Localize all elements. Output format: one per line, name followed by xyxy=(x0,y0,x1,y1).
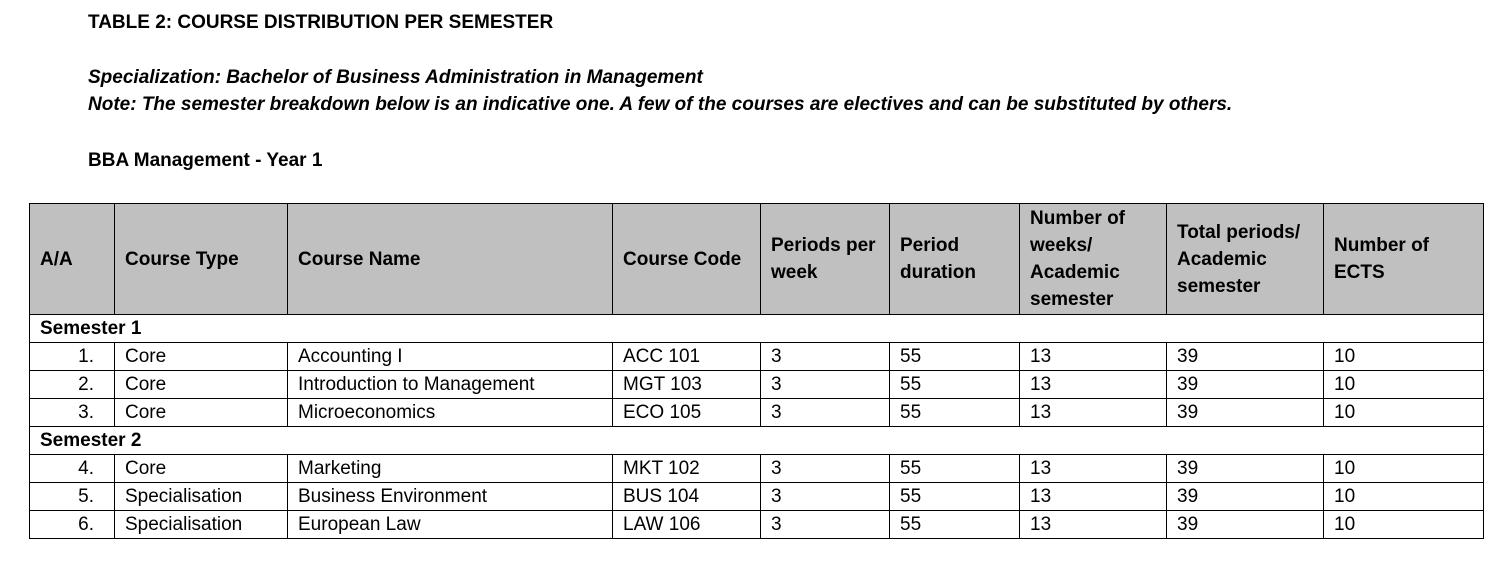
cell-total-periods: 39 xyxy=(1167,455,1324,483)
cell-course-code: MGT 103 xyxy=(613,371,761,399)
cell-ects: 10 xyxy=(1324,399,1484,427)
note-line: Note: The semester breakdown below is an indicative one. A few of the courses are electives and can be substituted by others. xyxy=(88,94,1233,115)
cell-period-duration: 55 xyxy=(890,511,1020,539)
header-ects: Number of ECTS xyxy=(1324,204,1484,315)
cell-total-periods: 39 xyxy=(1167,399,1324,427)
cell-periods-per-week: 3 xyxy=(761,399,890,427)
cell-aa: 5. xyxy=(30,483,115,511)
table-row xyxy=(30,399,1484,427)
cell-periods-per-week: 3 xyxy=(761,511,890,539)
cell-periods-per-week: 3 xyxy=(761,343,890,371)
cell-period-duration: 55 xyxy=(890,371,1020,399)
semester-label: Semester 2 xyxy=(30,427,1484,455)
table-row xyxy=(30,511,1484,539)
cell-weeks: 13 xyxy=(1020,483,1167,511)
cell-period-duration: 55 xyxy=(890,343,1020,371)
cell-course-name: Accounting I xyxy=(288,343,613,371)
cell-course-type: Core xyxy=(115,399,288,427)
specialization-line: Specialization: Bachelor of Business Administration in Management xyxy=(88,67,703,88)
cell-ects: 10 xyxy=(1324,343,1484,371)
cell-weeks: 13 xyxy=(1020,371,1167,399)
cell-periods-per-week: 3 xyxy=(761,455,890,483)
cell-periods-per-week: 3 xyxy=(761,371,890,399)
cell-ects: 10 xyxy=(1324,483,1484,511)
header-course-code: Course Code xyxy=(613,204,761,315)
table-header-row xyxy=(30,204,1484,315)
cell-course-name: European Law xyxy=(288,511,613,539)
semester-row xyxy=(30,427,1484,455)
cell-total-periods: 39 xyxy=(1167,371,1324,399)
cell-course-code: ACC 101 xyxy=(613,343,761,371)
cell-ects: 10 xyxy=(1324,455,1484,483)
cell-aa: 2. xyxy=(30,371,115,399)
cell-weeks: 13 xyxy=(1020,455,1167,483)
table-row xyxy=(30,455,1484,483)
semester-label: Semester 1 xyxy=(30,315,1484,343)
cell-course-type: Specialisation xyxy=(115,483,288,511)
header-weeks-per-semester: Number of weeks/ Academic semester xyxy=(1020,204,1167,315)
cell-total-periods: 39 xyxy=(1167,511,1324,539)
cell-course-type: Core xyxy=(115,455,288,483)
cell-course-type: Core xyxy=(115,343,288,371)
cell-aa: 1. xyxy=(30,343,115,371)
cell-course-name: Introduction to Management xyxy=(288,371,613,399)
cell-aa: 4. xyxy=(30,455,115,483)
cell-ects: 10 xyxy=(1324,511,1484,539)
cell-course-type: Specialisation xyxy=(115,511,288,539)
header-period-duration: Period duration xyxy=(890,204,1020,315)
cell-period-duration: 55 xyxy=(890,483,1020,511)
cell-total-periods: 39 xyxy=(1167,343,1324,371)
cell-period-duration: 55 xyxy=(890,399,1020,427)
year-heading: BBA Management - Year 1 xyxy=(88,150,323,171)
table-row xyxy=(30,483,1484,511)
header-total-periods: Total periods/ Academic semester xyxy=(1167,204,1324,315)
cell-weeks: 13 xyxy=(1020,343,1167,371)
table-row xyxy=(30,343,1484,371)
table-row xyxy=(30,371,1484,399)
header-periods-per-week: Periods per week xyxy=(761,204,890,315)
cell-course-code: LAW 106 xyxy=(613,511,761,539)
header-aa: A/A xyxy=(30,204,115,315)
header-course-type: Course Type xyxy=(115,204,288,315)
cell-course-type: Core xyxy=(115,371,288,399)
cell-aa: 3. xyxy=(30,399,115,427)
cell-periods-per-week: 3 xyxy=(761,483,890,511)
cell-period-duration: 55 xyxy=(890,455,1020,483)
course-distribution-table xyxy=(29,203,1484,539)
cell-ects: 10 xyxy=(1324,371,1484,399)
header-course-name: Course Name xyxy=(288,204,613,315)
cell-weeks: 13 xyxy=(1020,399,1167,427)
semester-row xyxy=(30,315,1484,343)
cell-course-code: ECO 105 xyxy=(613,399,761,427)
cell-course-code: MKT 102 xyxy=(613,455,761,483)
cell-course-name: Marketing xyxy=(288,455,613,483)
cell-weeks: 13 xyxy=(1020,511,1167,539)
cell-aa: 6. xyxy=(30,511,115,539)
cell-course-name: Business Environment xyxy=(288,483,613,511)
cell-course-name: Microeconomics xyxy=(288,399,613,427)
table-title: TABLE 2: COURSE DISTRIBUTION PER SEMESTER xyxy=(88,12,554,33)
cell-total-periods: 39 xyxy=(1167,483,1324,511)
cell-course-code: BUS 104 xyxy=(613,483,761,511)
